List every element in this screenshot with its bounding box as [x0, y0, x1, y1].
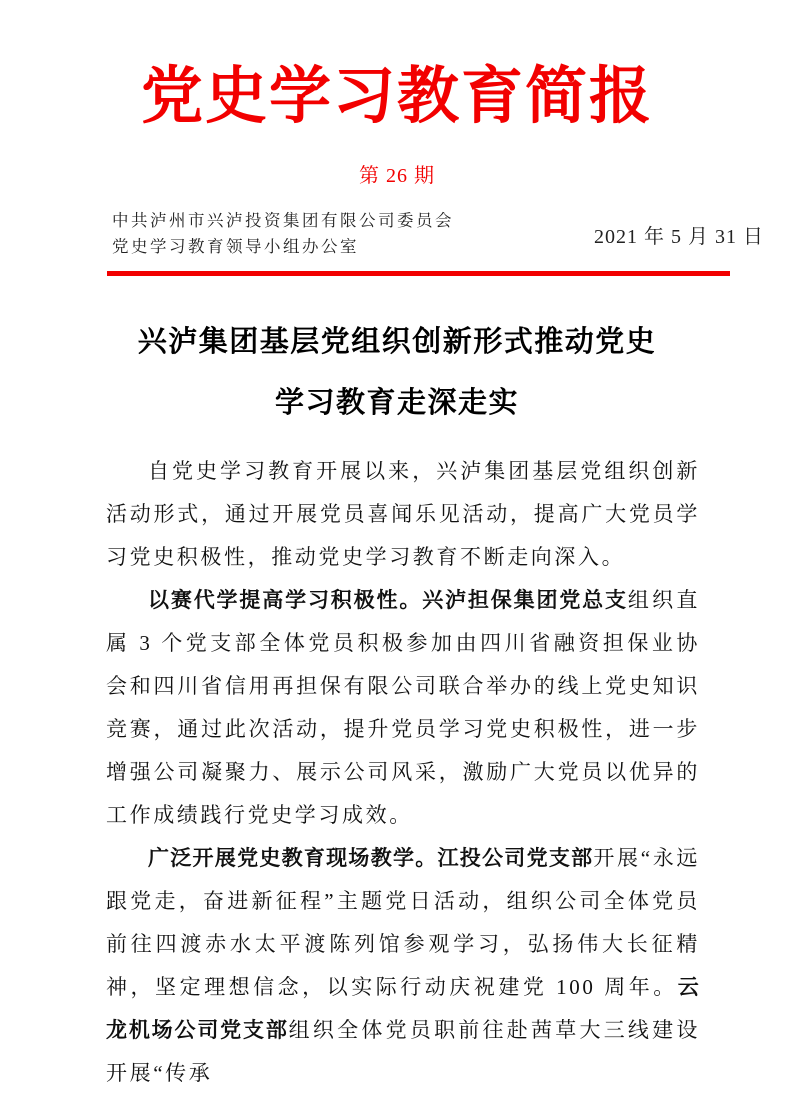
issue-number: 第 26 期: [359, 165, 435, 187]
issue-date: 2021 年 5 月 31 日: [594, 225, 764, 248]
masthead-title: 党史学习教育简报: [140, 59, 653, 132]
issuer-line-2: 党史学习教育领导小组办公室: [112, 237, 359, 256]
paragraph-3-org2-bold: 云龙机场公司党支部: [106, 974, 700, 1042]
body-paragraph-2: [106, 579, 700, 837]
paragraph-2-org-bold: 兴泸担保集团党总支: [422, 587, 628, 612]
body-paragraph-1: [106, 450, 700, 579]
article-body: [106, 450, 700, 1095]
paragraph-2-text: 组织直属 3 个党支部全体党员积极参加由四川省融资担保业协会和四川省信用再担保有限公司联合举办的线上党史知识竞赛，通过此次活动，提升党员学习党史积极性，进一步增强公司凝聚力、展示公司风采，激励广大党员以优异的工作成绩践行党史学习成效。: [106, 587, 700, 827]
body-paragraph-3: [106, 837, 700, 1095]
paragraph-3-text-2: 组织全体党员职前往赴茜草大三线建设开展“传承: [106, 1017, 700, 1085]
red-divider-line: [107, 271, 730, 276]
paragraph-3-text-1: 开展“永远跟党走，奋进新征程”主题党日活动，组织公司全体党员前往四渡赤水太平渡陈列馆参观学习，弘扬伟大长征精神，坚定理想信念，以实际行动庆祝建党 100 周年。: [106, 845, 700, 999]
article-title-line-1: 兴泸集团基层党组织创新形式推动党史: [137, 325, 657, 358]
article-title-line-2: 学习教育走深走实: [274, 386, 519, 419]
paragraph-1-text: 自党史学习教育开展以来，兴泸集团基层党组织创新活动形式，通过开展党员喜闻乐见活动，提高广大党员学习党史积极性，推动党史学习教育不断走向深入。: [106, 458, 700, 569]
paragraph-3-lead-bold: 广泛开展党史教育现场教学。: [148, 845, 438, 870]
paragraph-3-org1-bold: 江投公司党支部: [437, 845, 594, 870]
issuer-block: [112, 208, 454, 260]
issuer-line-1: 中共泸州市兴泸投资集团有限公司委员会: [112, 211, 454, 230]
issuer-row: [112, 208, 764, 260]
article-title: [0, 312, 794, 434]
paragraph-2-lead-bold: 以赛代学提高学习积极性。: [148, 587, 423, 612]
